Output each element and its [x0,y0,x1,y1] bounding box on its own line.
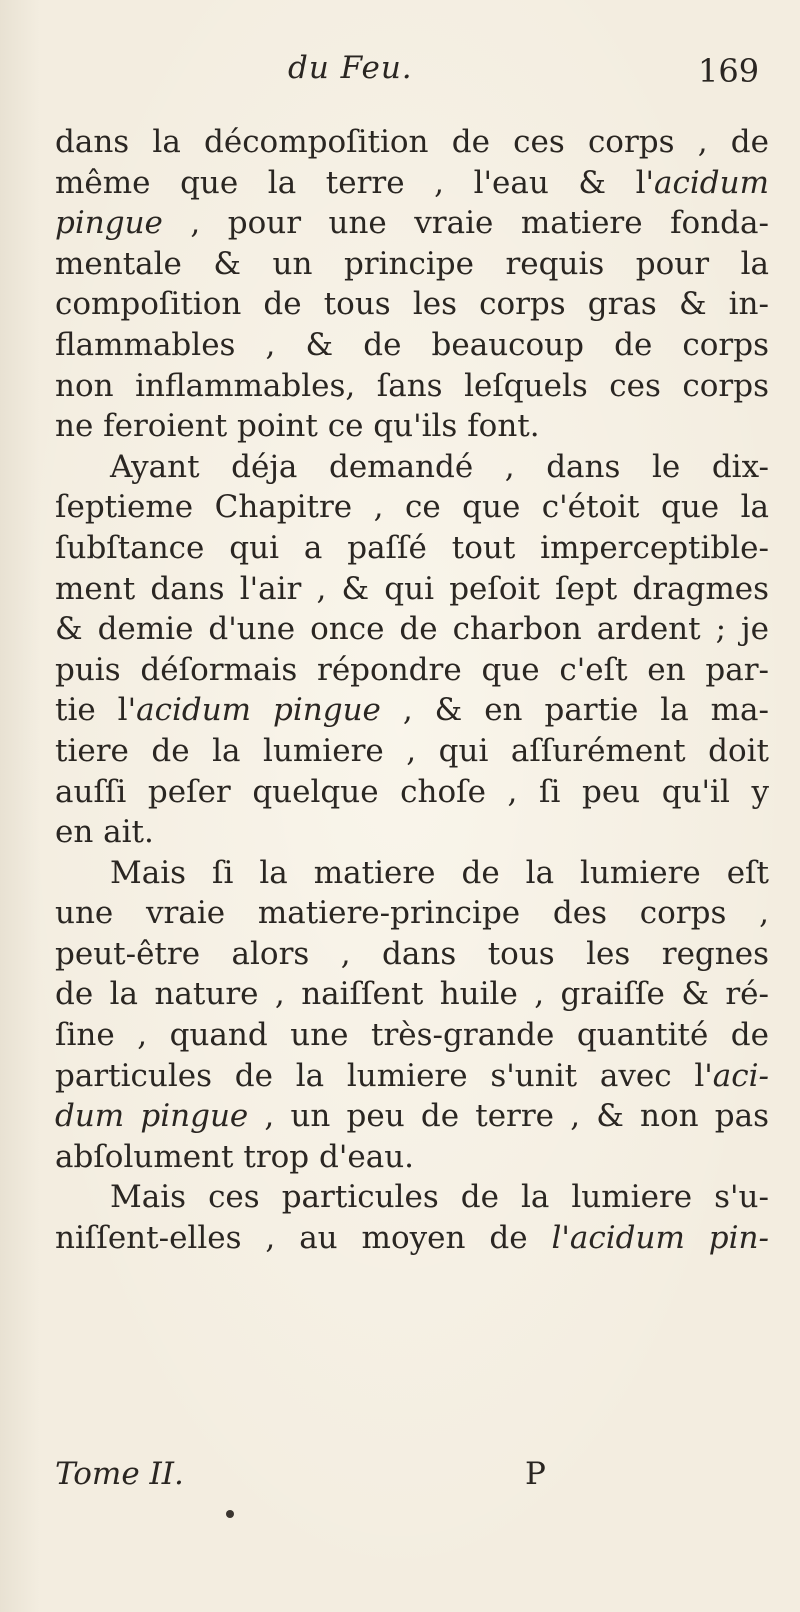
text-run: , pour une vraie matiere fonda- [162,205,769,242]
text-run: une vraie matiere-principe des corps , [55,895,769,932]
page-number: 169 [698,52,760,90]
text-run: abſolument trop d'eau. [55,1138,415,1175]
text-run: ment dans l'air , & qui peſoit ſept dragmes [55,570,769,607]
text-line [55,1096,769,1137]
running-head: du Feu. [288,50,413,86]
body-text [55,122,769,1259]
text-run: tiere de la lumiere , qui aſſurément doit [55,732,769,769]
text-line [55,690,769,731]
text-run: ſeptieme Chapitre , ce que c'étoit que la [55,489,769,526]
text-run: non inflammables, ſans leſquels ces corps [55,367,769,404]
text-line [55,122,769,163]
text-run: compoſition de tous les corps gras & in- [55,286,769,323]
text-line [55,366,769,407]
text-run: mentale & un principe requis pour la [55,245,769,282]
text-run: ne feroient point ce qu'ils font. [55,408,540,445]
text-run: ſine , quand une très-grande quantité de [55,1017,769,1054]
page-header [0,50,800,100]
text-run: , & en partie la ma- [380,692,769,729]
text-run: dans la décompoſition de ces corps , de [55,124,769,160]
text-run: ſubſtance qui a paſſé tout imperceptible- [55,529,769,566]
volume-label: Tome II. [55,1456,184,1492]
text-run: , un peu de terre , & non pas [248,1098,769,1135]
text-line [55,569,769,610]
text-line [55,163,769,204]
text-line [55,447,769,488]
text-line [55,1056,769,1097]
text-run: niſſent-elles , au moyen de [55,1220,552,1257]
text-line [55,812,769,853]
text-line [55,650,769,691]
text-line [55,974,769,1015]
text-run: Mais ſi la matiere de la lumiere eſt [110,854,769,891]
text-line [55,203,769,244]
italic-text: acidum [654,164,769,201]
italic-text: pingue [55,205,163,242]
text-line [55,528,769,569]
italic-text: l'acidum pin- [551,1220,770,1257]
text-line [55,609,769,650]
text-run: de la nature , naiſſent huile , graiſſe & ré- [55,976,769,1013]
ink-spot [226,1510,234,1518]
text-line [55,406,769,447]
text-line [55,325,769,366]
text-run: peut-être alors , dans tous les regnes [55,935,769,972]
text-line [55,934,769,975]
text-line [55,853,769,894]
text-line [55,1218,769,1259]
text-line [55,1015,769,1056]
signature-mark: P [525,1456,546,1492]
text-run: auſſi peſer quelque choſe , ſi peu qu'il y [55,773,769,810]
text-run: Mais ces particules de la lumiere s'u- [110,1179,769,1216]
italic-text: dum pingue [55,1098,249,1135]
text-line [55,731,769,772]
text-run: Ayant déja demandé , dans le dix- [110,448,769,485]
text-run: même que la terre , l'eau & l' [55,164,655,201]
italic-text: acidum pingue [136,692,381,729]
italic-text: aci- [712,1057,769,1094]
text-line [55,772,769,813]
page-footer [55,1456,615,1496]
text-run: puis déſormais répondre que c'eſt en par- [55,651,769,688]
text-line [55,284,769,325]
text-line [55,893,769,934]
text-line [55,487,769,528]
text-run: particules de la lumiere s'unit avec l' [55,1057,713,1094]
text-run: en ait. [55,814,154,851]
text-run: flammables , & de beaucoup de corps [55,326,769,363]
text-line [55,1177,769,1218]
text-line [55,244,769,285]
text-run: & demie d'une once de charbon ardent ; je [55,611,769,648]
text-run: tie l' [55,692,137,729]
text-line [55,1137,769,1178]
